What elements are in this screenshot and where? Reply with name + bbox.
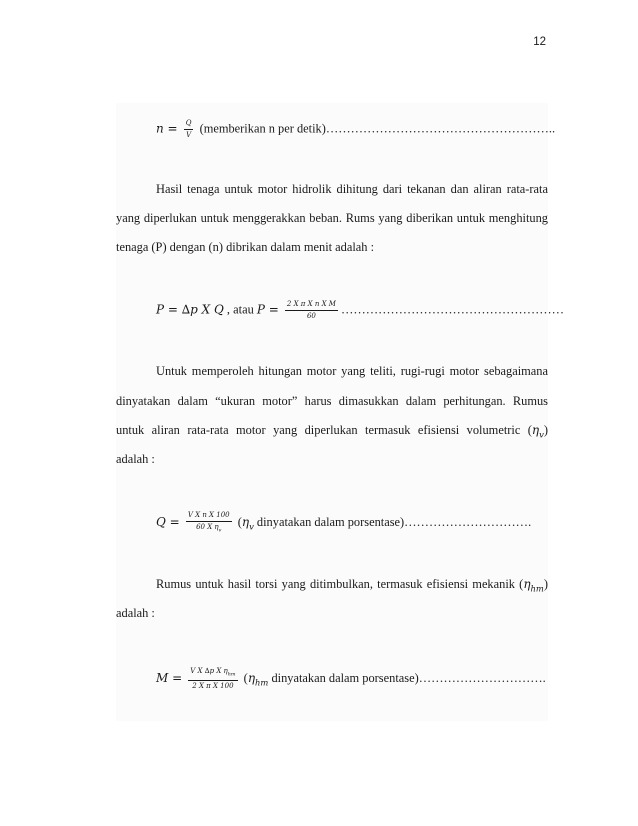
formula-q-fraction [186,511,232,535]
formula-q-eta: $\eta_v$ [241,515,254,532]
formula-m-text: dinyatakan dalam porsentase)…………………………. [268,671,546,686]
formula-m-numerator: V X ∆p X $\eta_{hm}$ [188,667,237,681]
para1-line3: tenaga (P) dengan (n) dibrikan dalam menit adalah : [116,240,375,254]
formula-q-lhs: Q = [156,515,180,530]
formula-p-lhs: P = ∆p X Q [156,302,224,317]
para1-line1: Hasil tenaga untuk motor hidrolik dihitung dari tekanan dan aliran rata-rata [156,182,548,196]
para3-line1 [116,576,548,596]
formula-n-numerator: Q [184,119,194,130]
formula-q-open: ( [237,515,242,530]
formula-n-text: (memberikan n per detik)……………………………………………….. [199,121,556,136]
formula-m-fraction [188,667,237,691]
formula-p-lhs2: P = [256,302,279,317]
formula-p-separator: , atau [223,302,257,317]
para2-line4: adalah : [116,452,155,466]
para2-line3-text: untuk aliran rata-rata motor yang diperlukan termasuk efisiensi volumetric ( [116,423,532,437]
para3-line1-text: Rumus untuk hasil torsi yang ditimbulkan, termasuk efisiensi mekanik ( [156,577,524,591]
para1-line2: yang diperlukan untuk menggerakkan beban. Rums yang diberikan untuk menghitung [116,211,548,225]
page-number: 12 [533,36,546,48]
formula-m [156,667,546,691]
formula-q-denominator: 60 X $\eta_v$ [196,523,222,534]
formula-m-open: ( [243,671,248,686]
para3-eta: $\eta_{hm}$ [523,577,544,594]
formula-m-lhs: M = [156,671,183,686]
formula-p-numerator: 2 X π X n X M [285,300,338,311]
formula-m-eta: $\eta_{hm}$ [247,671,269,688]
para2-line2: dinyatakan dalam “ukuran motor” harus dimasukkan dalam perhitungan. Rumus [116,394,548,408]
formula-n-fraction [184,119,194,140]
formula-p [156,300,564,321]
para3-line1-close: ) [543,577,548,591]
formula-p-denominator: 60 [306,312,316,320]
formula-p-fraction [285,300,338,321]
para2-line3-close: ) [543,423,548,437]
formula-q-numerator: V X n X 100 [186,511,232,522]
formula-n-denominator: V [186,131,192,139]
formula-m-denominator: 2 X π X 100 [192,682,234,691]
para2-line3 [116,422,548,442]
para2-line1: Untuk memperoleh hitungan motor yang teliti, rugi-rugi motor sebagaimana [156,364,548,378]
formula-n [156,119,555,140]
formula-q-text: dinyatakan dalam porsentase)…………………………. [253,515,532,530]
para3-line2: adalah : [116,606,155,620]
formula-p-dots: ……………………………………………… [340,302,564,317]
formula-n-lhs: n = [156,121,178,136]
para2-eta: $\eta_v$ [531,423,544,440]
formula-q [156,511,531,535]
